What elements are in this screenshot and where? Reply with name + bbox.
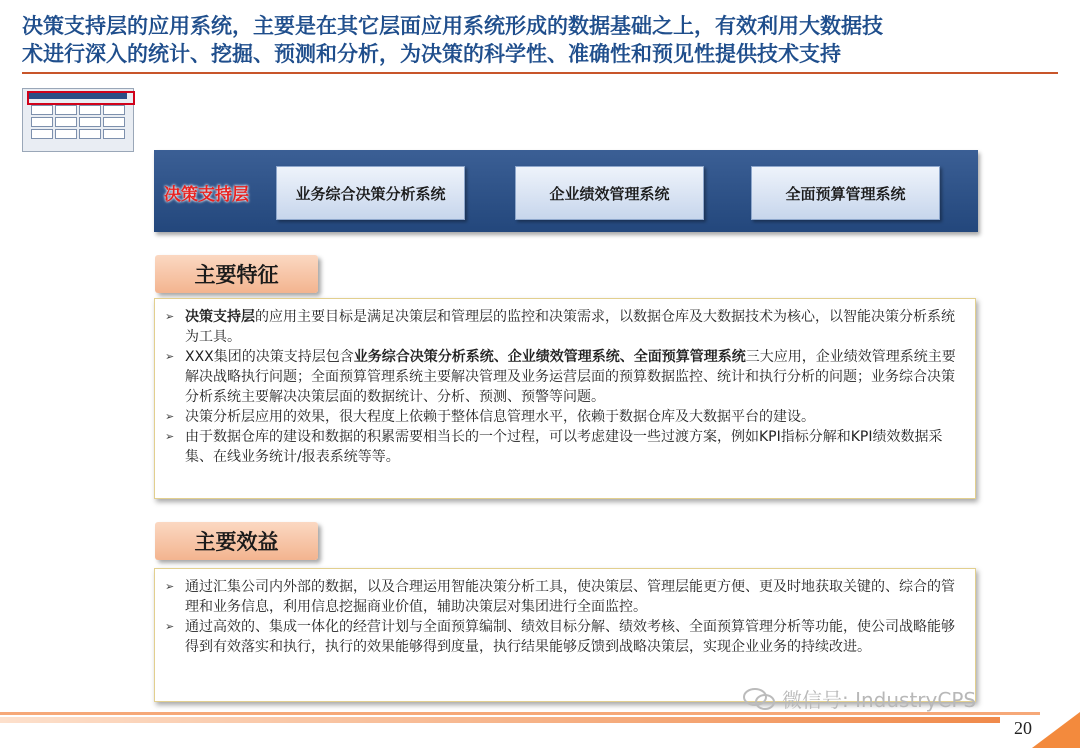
bullet-arrow-icon: ➢ — [165, 310, 175, 323]
benefits-box — [154, 568, 976, 702]
bullet-arrow-icon: ➢ — [165, 410, 175, 423]
decision-support-layer-band — [154, 150, 978, 232]
title-line-1: 决策支持层的应用系统，主要是在其它层面应用系统形成的数据基础之上，有效利用大数据技 — [22, 14, 883, 38]
architecture-thumbnail — [22, 88, 134, 152]
benefit-item: ➢ 通过汇集公司内外部的数据，以及合理运用智能决策分析工具，使决策层、管理层能更方便、更及时地获取关键的、综合的管理和业务信息，利用信息挖掘商业价值，辅助决策层对集团进行全面监控。 — [165, 579, 955, 615]
features-box — [154, 298, 976, 499]
system-box-business-analysis: 业务综合决策分析系统 — [276, 166, 465, 220]
wechat-watermark — [742, 684, 976, 713]
bullet-arrow-icon: ➢ — [165, 620, 175, 633]
layer-label: 决策支持层 — [164, 185, 249, 205]
feature-item: ➢ XXX集团的决策支持层包含业务综合决策分析系统、企业绩效管理系统、全面预算管理系统三大应用，企业绩效管理系统主要解决战略执行问题；全面预算管理系统主要解决管理及业务运营层面的预算数据监控、统计和执行分析的问题；业务综合决策分析系统主要解决决策层面的数据统计、分析、预测、预警等问题。 — [165, 349, 956, 405]
watermark-text: 微信号: IndustryCPS — [782, 688, 977, 712]
feature-item: ➢ 由于数据仓库的建设和数据的积累需要相当长的一个过程，可以考虑建设一些过渡方案，例如KPI指标分解和KPI绩效数据采集、在线业务统计/报表系统等等。 — [165, 429, 943, 465]
features-heading: 主要特征 — [155, 255, 318, 293]
slide-title — [22, 12, 1062, 68]
footer-decoration — [0, 712, 1080, 748]
system-box-performance: 企业绩效管理系统 — [515, 166, 704, 220]
benefit-item: ➢ 通过高效的、集成一体化的经营计划与全面预算编制、绩效目标分解、绩效考核、全面预算管理分析等功能，使公司战略能够得到有效落实和执行，执行的效果能够得到度量，执行结果能够反馈到战略决策层，实现企业业务的持续改进。 — [165, 619, 955, 655]
bullet-arrow-icon: ➢ — [165, 430, 175, 443]
bullet-arrow-icon: ➢ — [165, 350, 175, 363]
bullet-arrow-icon: ➢ — [165, 580, 175, 593]
feature-item: ➢ 决策分析层应用的效果，很大程度上依赖于整体信息管理水平，依赖于数据仓库及大数据平台的建设。 — [165, 409, 815, 425]
thumbnail-highlight — [27, 91, 135, 105]
title-line-2: 术进行深入的统计、挖掘、预测和分析，为决策的科学性、准确性和预见性提供技术支持 — [22, 42, 841, 66]
page-number: 20 — [1014, 718, 1032, 738]
wechat-icon — [742, 687, 776, 711]
benefits-heading: 主要效益 — [155, 522, 318, 560]
title-divider — [22, 72, 1058, 74]
feature-item: ➢ 决策支持层的应用主要目标是满足决策层和管理层的监控和决策需求，以数据仓库及大数据技术为核心，以智能决策分析系统为工具。 — [165, 309, 955, 345]
system-box-budget: 全面预算管理系统 — [751, 166, 940, 220]
